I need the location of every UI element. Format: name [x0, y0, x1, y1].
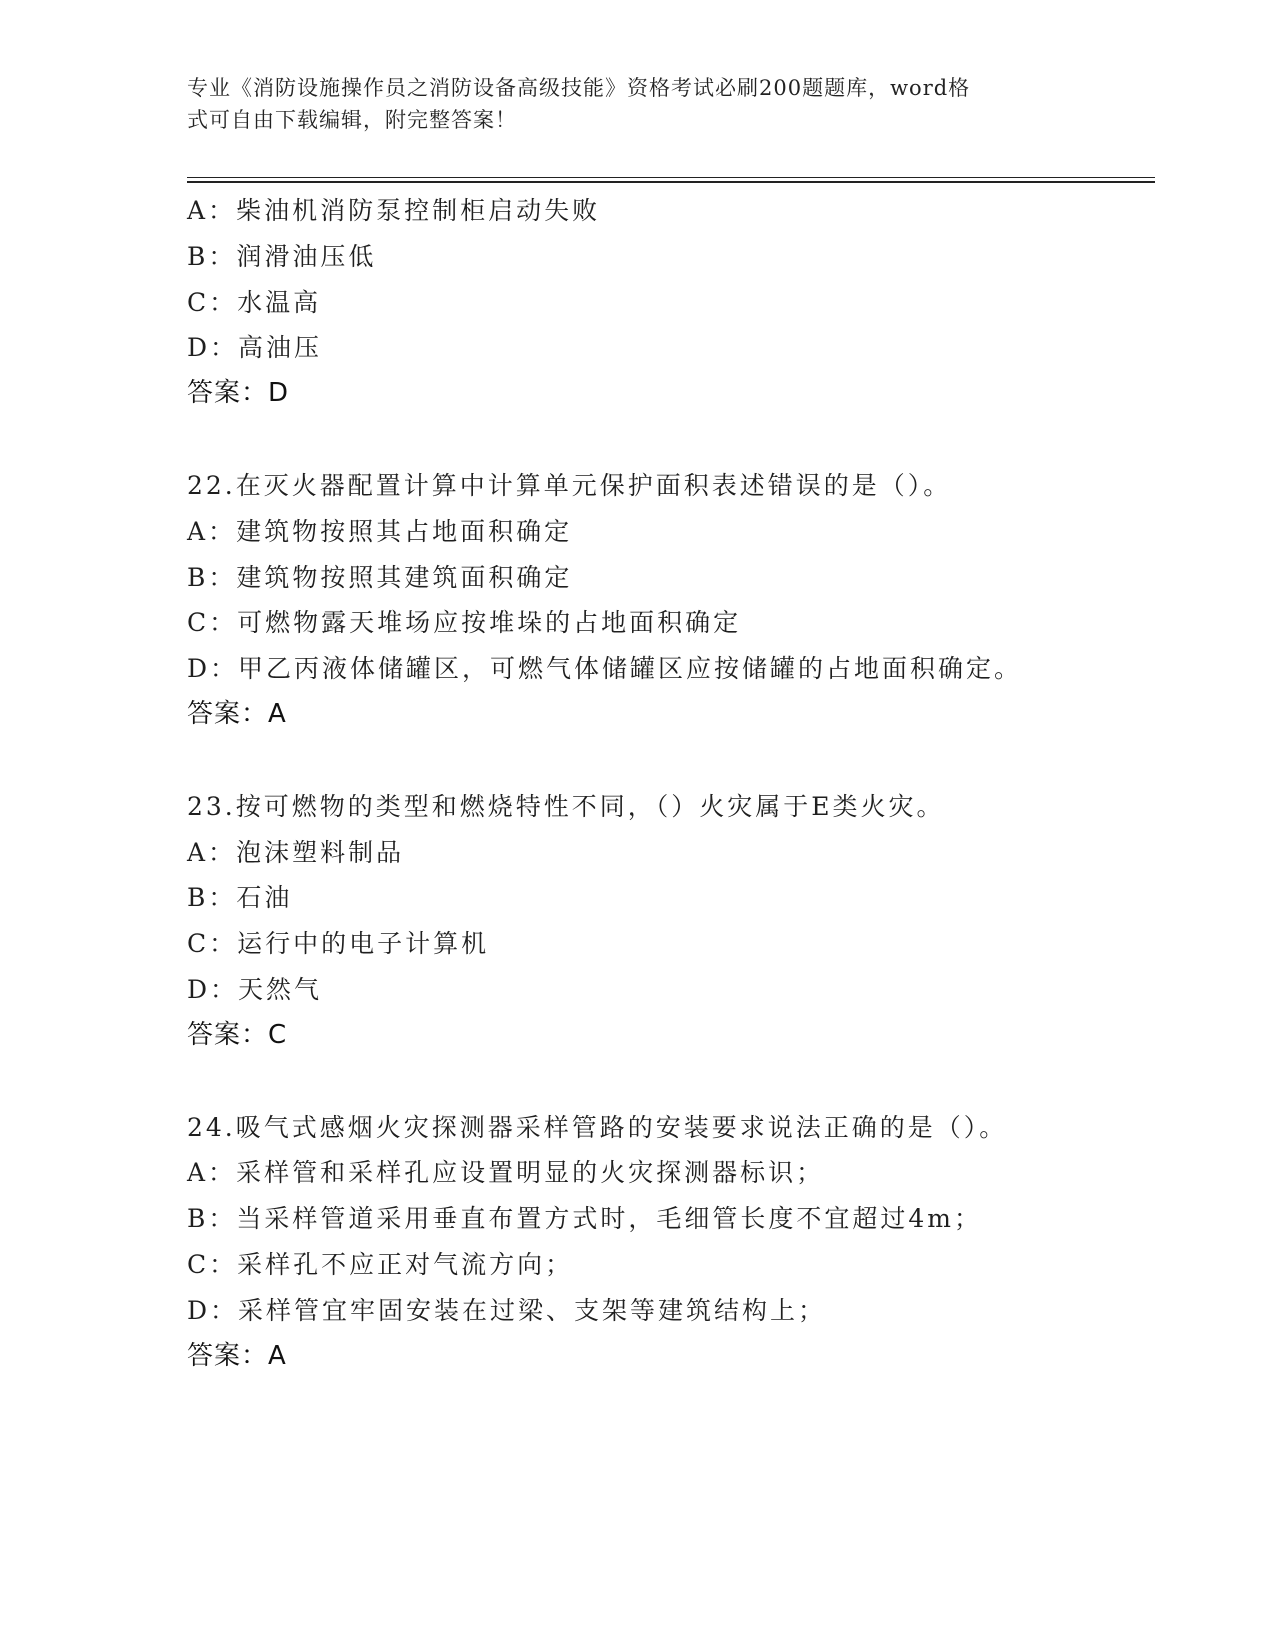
option-label: B：: [187, 241, 237, 271]
option-text: 建筑物按照其占地面积确定: [236, 516, 573, 546]
option-d: [187, 967, 1167, 1013]
question-text: 24.吸气式感烟火灾探测器采样管路的安装要求说法正确的是（）。: [187, 1112, 1008, 1142]
option-text: 当采样管道采用垂直布置方式时，毛细管长度不宜超过4m；: [236, 1204, 982, 1234]
option-text: 可燃物露天堆场应按堆垛的占地面积确定: [237, 608, 742, 638]
answer-line: 答案：A: [187, 1340, 287, 1371]
option-text: 采样管和采样孔应设置明显的火灾探测器标识；: [236, 1158, 825, 1188]
option-a: [187, 509, 1167, 555]
spacer: [187, 417, 1167, 463]
option-label: A：: [187, 516, 237, 546]
option-text: 运行中的电子计算机: [237, 929, 490, 959]
header-divider-thick: [187, 181, 1155, 183]
question-text: 22.在灭火器配置计算中计算单元保护面积表述错误的是（）。: [187, 470, 952, 500]
option-text: 采样孔不应正对气流方向；: [237, 1249, 574, 1279]
option-text: 建筑物按照其建筑面积确定: [236, 562, 573, 592]
option-text: 石油: [236, 883, 293, 913]
option-b: [187, 555, 1167, 601]
option-label: D：: [187, 654, 239, 684]
option-b: [187, 1196, 1167, 1242]
answer-line: 答案：D: [187, 378, 290, 409]
question-text: 23.按可燃物的类型和燃烧特性不同，（）火灾属于E类火灾。: [187, 791, 945, 821]
option-text: 润滑油压低: [236, 241, 377, 271]
answer-line: 答案：C: [187, 1019, 288, 1050]
option-d: [187, 1288, 1167, 1334]
question-block-22: [187, 463, 1167, 738]
option-text: 天然气: [238, 974, 323, 1004]
document-header: [187, 72, 1067, 136]
option-d: [187, 325, 1167, 371]
spacer: [187, 738, 1167, 784]
option-label: C：: [187, 929, 238, 959]
option-c: [187, 1242, 1167, 1288]
option-text: 泡沫塑料制品: [236, 837, 405, 867]
option-c: [187, 600, 1167, 646]
option-a: [187, 1150, 1167, 1196]
answer-line: 答案：A: [187, 698, 287, 729]
option-label: D：: [187, 1295, 239, 1325]
question-block-24: [187, 1105, 1167, 1380]
option-label: A：: [187, 837, 237, 867]
option-label: B：: [187, 883, 237, 913]
header-line-1: 专业《消防设施操作员之消防设备高级技能》资格考试必刷200题题库，word格: [187, 76, 971, 100]
option-c: [187, 921, 1167, 967]
option-a: [187, 188, 1167, 234]
option-label: D：: [187, 333, 239, 363]
header-line-2: 式可自由下载编辑，附完整答案！: [187, 108, 517, 132]
option-text: 柴油机消防泵控制柜启动失败: [236, 196, 601, 225]
question-block-21: [187, 188, 1167, 417]
option-d: [187, 646, 1167, 692]
option-label: B：: [187, 1204, 237, 1234]
option-label: A：: [187, 1158, 237, 1188]
question-list: [187, 188, 1167, 1379]
header-divider-thin: [187, 177, 1155, 178]
option-text: 高油压: [238, 333, 323, 363]
option-label: C：: [187, 608, 238, 638]
question-block-23: [187, 784, 1167, 1059]
option-b: [187, 875, 1167, 921]
option-b: [187, 234, 1167, 280]
option-label: D：: [187, 974, 239, 1004]
option-text: 甲乙丙液体储罐区，可燃气体储罐区应按储罐的占地面积确定。: [238, 654, 1023, 684]
option-text: 采样管宜牢固安装在过梁、支架等建筑结构上；: [238, 1295, 827, 1325]
option-label: C：: [187, 287, 238, 317]
option-a: [187, 830, 1167, 876]
spacer: [187, 1059, 1167, 1105]
option-text: 水温高: [237, 287, 322, 317]
option-label: C：: [187, 1249, 238, 1279]
option-c: [187, 280, 1167, 326]
option-label: A：: [187, 196, 237, 225]
option-label: B：: [187, 562, 237, 592]
